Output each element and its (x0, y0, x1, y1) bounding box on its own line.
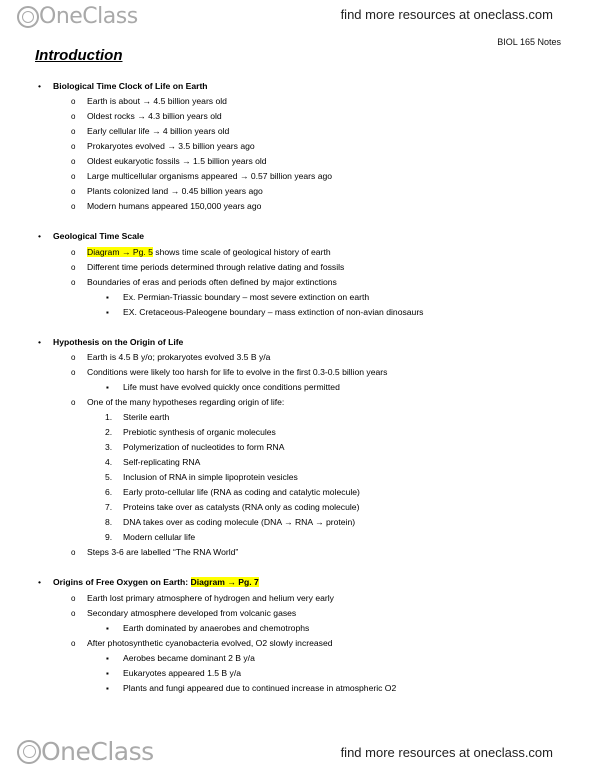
list-item: o Plants colonized land → 0.45 billion years ago (87, 186, 263, 197)
step-text: Proteins take over as catalysts (RNA only as coding molecule) (123, 502, 360, 512)
sub-list-item: ▪ Eukaryotes appeared 1.5 B y/a (123, 668, 241, 679)
list-item: o Large multicellular organisms appeared → 0.57 billion years ago (87, 171, 332, 182)
section-heading-origin-of-life: • Hypothesis on the Origin of Life (53, 337, 183, 348)
list-item: o After photosynthetic cyanobacteria evolved, O2 slowly increased (87, 638, 333, 649)
list-item: o Earth is about → 4.5 billion years old (87, 96, 227, 107)
oneclass-logo-footer[interactable] (17, 737, 154, 766)
step-number: 9. (105, 532, 113, 542)
step-text: Modern cellular life (123, 532, 196, 542)
sub-list-item: ▪ Aerobes became dominant 2 B y/a (123, 653, 255, 664)
list-item: o Secondary atmosphere developed from volcanic gases (87, 608, 296, 619)
numbered-step (105, 427, 276, 438)
numbered-step (105, 517, 356, 528)
list-item: o One of the many hypotheses regarding origin of life: (87, 397, 284, 408)
oneclass-logo[interactable] (17, 4, 138, 29)
course-label: BIOL 165 Notes (497, 37, 561, 47)
header-tagline-link[interactable]: find more resources at oneclass.com (340, 7, 553, 22)
section-heading-free-oxygen (53, 577, 259, 588)
sub-list-item: ▪ Earth dominated by anaerobes and chemotrophs (123, 623, 309, 634)
oneclass-logo-icon (17, 740, 41, 764)
step-text: Early proto-cellular life (RNA as coding and catalytic molecule) (123, 487, 360, 497)
list-item: o Modern humans appeared 150,000 years ago (87, 201, 261, 212)
list-item (87, 247, 331, 258)
step-number: 6. (105, 487, 113, 497)
page-title: Introduction (35, 47, 123, 64)
list-item: o Early cellular life → 4 billion years old (87, 126, 229, 137)
list-item: o Oldest rocks → 4.3 billion years old (87, 111, 222, 122)
footer-tagline-link[interactable]: find more resources at oneclass.com (340, 745, 553, 760)
logo-text: OneClass (39, 4, 138, 29)
step-number: 5. (105, 472, 113, 482)
numbered-step (105, 472, 298, 483)
oneclass-logo-icon (17, 6, 39, 28)
numbered-step (105, 502, 360, 513)
step-text: DNA takes over as coding molecule (DNA → RNA → protein) (123, 517, 356, 527)
sub-list-item: ▪ EX. Cretaceous-Paleogene boundary – mass extinction of non-avian dinosaurs (123, 307, 423, 318)
list-item: o Earth lost primary atmosphere of hydrogen and helium very early (87, 593, 334, 604)
step-number: 3. (105, 442, 113, 452)
numbered-step (105, 442, 285, 453)
step-number: 8. (105, 517, 113, 527)
numbered-step (105, 412, 170, 423)
list-item: o Conditions were likely too harsh for life to evolve in the first 0.3-0.5 billion years (87, 367, 387, 378)
list-item: o Earth is 4.5 B y/o; prokaryotes evolved 3.5 B y/a (87, 352, 270, 363)
numbered-step (105, 487, 360, 498)
step-number: 1. (105, 412, 113, 422)
sub-list-item: ▪ Ex. Permian-Triassic boundary – most severe extinction on earth (123, 292, 369, 303)
list-item: o Oldest eukaryotic fossils → 1.5 billion years old (87, 156, 267, 167)
step-text: Polymerization of nucleotides to form RNA (123, 442, 285, 452)
numbered-step (105, 457, 201, 468)
list-item: o Different time periods determined through relative dating and fossils (87, 262, 344, 273)
step-text: Self-replicating RNA (123, 457, 201, 467)
step-number: 4. (105, 457, 113, 467)
diagram-reference-highlight: Diagram → Pg. 7 (190, 577, 259, 587)
section-heading-text: Origins of Free Oxygen on Earth: (53, 577, 191, 587)
list-item-text: shows time scale of geological history of earth (152, 247, 331, 257)
list-item: o Boundaries of eras and periods often defined by major extinctions (87, 277, 337, 288)
step-text: Sterile earth (123, 412, 170, 422)
step-number: 7. (105, 502, 113, 512)
section-heading-time-clock: • Biological Time Clock of Life on Earth (53, 81, 208, 92)
diagram-reference-highlight: Diagram → Pg. 5 (87, 247, 153, 257)
sub-list-item: ▪ Life must have evolved quickly once conditions permitted (123, 382, 340, 393)
step-text: Prebiotic synthesis of organic molecules (123, 427, 276, 437)
step-text: Inclusion of RNA in simple lipoprotein vesicles (123, 472, 298, 482)
logo-text: OneClass (41, 737, 154, 766)
sub-list-item: ▪ Plants and fungi appeared due to continued increase in atmospheric O2 (123, 683, 396, 694)
numbered-step (105, 532, 196, 543)
list-item: o Steps 3-6 are labelled “The RNA World” (87, 547, 238, 558)
section-heading-geological-time-scale: • Geological Time Scale (53, 231, 144, 242)
list-item: o Prokaryotes evolved → 3.5 billion years ago (87, 141, 255, 152)
step-number: 2. (105, 427, 113, 437)
